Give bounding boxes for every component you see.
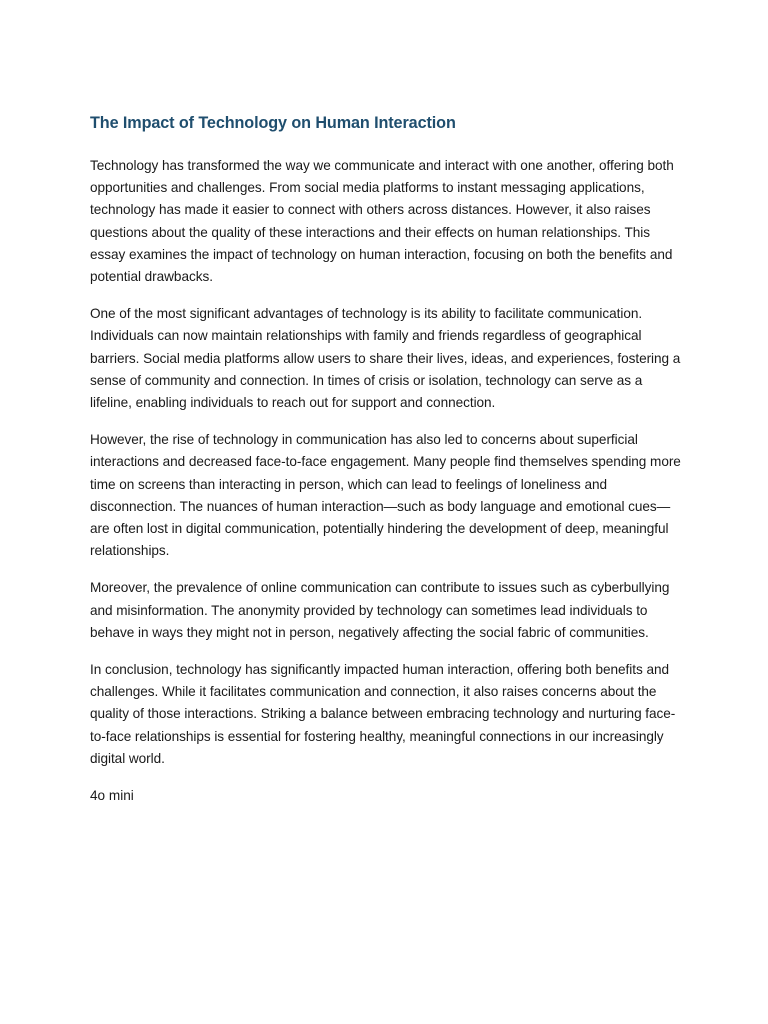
document-title: The Impact of Technology on Human Interaction [90, 114, 456, 132]
paragraph-cyberbullying: Moreover, the prevalence of online communication can contribute to issues such as cyberbullying and misinformation. The anonymity provided by technology can sometimes lead individuals to behave in ways they might not in person, negatively affecting the social fabric of communities. [90, 580, 670, 640]
model-note: 4o mini [90, 788, 134, 804]
paragraph-concerns: However, the rise of technology in communication has also led to concerns about superficial interactions and decreased face-to-face engagement. Many people find themselves spending more time on screens than interacting in person, which can lead to feelings of loneliness and disconnection. The nuances of human interaction—such as body language and emotional cues—are often lost in digital communication, potentially hindering the development of deep, meaningful relationships. [90, 432, 681, 559]
paragraph-introduction: Technology has transformed the way we communicate and interact with one another, offering both opportunities and challenges. From social media platforms to instant messaging applications, technology has made it easier to connect with others across distances. However, it also raises questions about the quality of these interactions and their effects on human relationships. This essay examines the impact of technology on human interaction, focusing on both the benefits and potential drawbacks. [90, 158, 674, 285]
paragraph-advantages: One of the most significant advantages of technology is its ability to facilitate communication. Individuals can now maintain relationships with family and friends regardless of geographical barriers. Social media platforms allow users to share their lives, ideas, and experiences, fostering a sense of community and connection. In times of crisis or isolation, technology can serve as a lifeline, enabling individuals to reach out for support and connection. [90, 306, 681, 411]
document-body [90, 112, 682, 807]
paragraph-conclusion: In conclusion, technology has significantly impacted human interaction, offering both benefits and challenges. While it facilitates communication and connection, it also raises concerns about the quality of those interactions. Striking a balance between embracing technology and nurturing face-to-face relationships is essential for fostering healthy, meaningful connections in our increasingly digital world. [90, 662, 676, 766]
